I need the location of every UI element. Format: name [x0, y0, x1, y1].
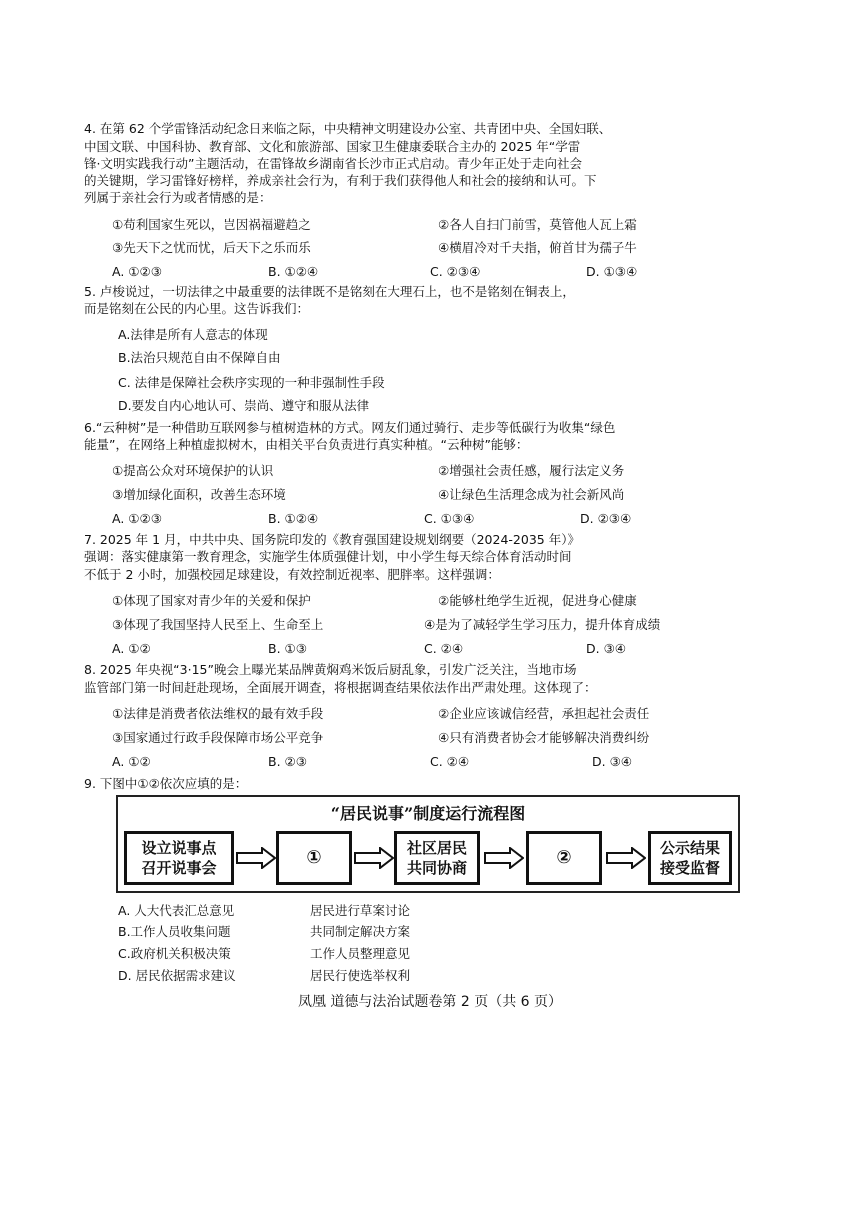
q5-choice-d: D.要发自内心地认可、崇尚、遵守和服从法律 [118, 398, 370, 413]
flow-box-text: 公示结果 [659, 839, 720, 857]
q9-choice-d-first: D. 居民依据需求建议 [118, 968, 236, 983]
q4-stem-line: 列属于亲社会行为或者情感的是： [84, 190, 272, 205]
q4-stem-line: 4. 在第 62 个学雷锋活动纪念日来临之际，中央精神文明建设办公室、共青团中央、全国妇联、 [84, 121, 612, 136]
q8-item: ②企业应该诚信经营，承担起社会责任 [438, 706, 650, 721]
q4-stem-line: 中国文联、中国科协、教育部、文化和旅游部、国家卫生健康委联合主办的 2025 年“学雷 [84, 139, 581, 154]
q9-choice-d-second: 居民行使选举权利 [310, 968, 411, 983]
q6-choice-c: C. ①③④ [424, 511, 475, 526]
arrow-right-icon [236, 847, 276, 869]
q8-choice-b: B. ②③ [268, 754, 307, 769]
q7-choice-d: D. ③④ [586, 641, 626, 656]
flow-box-text: 接受监督 [659, 859, 720, 877]
q8-stem-line: 监管部门第一时间赶赴现场，全面展开调查，将根据调查结果依法作出严肃处理。这体现了： [84, 680, 597, 695]
q7-choice-c: C. ②④ [424, 641, 464, 656]
flow-box-text: 设立说事点 [141, 839, 217, 857]
q7-item: ①体现了国家对青少年的关爱和保护 [112, 593, 311, 608]
q7-item: ③体现了我国坚持人民至上、生命至上 [112, 617, 324, 632]
flow-box-text: 社区居民 [406, 839, 467, 857]
q9-choice-c-second: 工作人员整理意见 [310, 946, 411, 961]
q5-choice-b: B.法治只规范自由不保障自由 [118, 350, 281, 365]
q6-choice-d: D. ②③④ [580, 511, 632, 526]
q7-stem-line: 7. 2025 年 1 月，中共中央、国务院印发的《教育强国建设规划纲要（2024-2035 年）》 [84, 532, 580, 547]
q8-choice-c: C. ②④ [430, 754, 470, 769]
q4-stem-line: 的关键期，学习雷锋好榜样，养成亲社会行为，有利于我们获得他人和社会的接纳和认可。下 [84, 173, 597, 188]
q5-stem-line: 而是铭刻在公民的内心里。这告诉我们： [84, 301, 310, 316]
q4-item: ③先天下之忧而忧，后天下之乐而乐 [112, 240, 311, 255]
q6-item: ②增强社会责任感，履行法定义务 [438, 463, 625, 478]
q8-item: ③国家通过行政手段保障市场公平竞争 [112, 730, 324, 745]
q6-item: ④让绿色生活理念成为社会新风尚 [438, 487, 625, 502]
q8-choice-a: A. ①② [112, 754, 151, 769]
q7-stem-line: 强调：落实健康第一教育理念，实施学生体质强健计划，中小学生每天综合体育活动时间 [84, 549, 572, 564]
q4-choice-b: B. ①②④ [268, 264, 319, 279]
q4-choice-a: A. ①②③ [112, 264, 162, 279]
arrow-right-icon [484, 847, 524, 869]
flow-box-text: 召开说事会 [141, 859, 217, 877]
q4-item: ②各人自扫门前雪，莫管他人瓦上霜 [438, 217, 637, 232]
q7-item: ④是为了减轻学生学习压力，提升体育成绩 [424, 617, 661, 632]
q7-stem-line: 不低于 2 小时，加强校园足球建设，有效控制近视率、肥胖率。这样强调： [84, 567, 500, 582]
q6-stem-line: 6.“云种树”是一种借助互联网参与植树造林的方式。网友们通过骑行、走步等低碳行为收集“绿色 [84, 420, 616, 435]
arrow-right-icon [606, 847, 646, 869]
flow-box-consult [394, 831, 480, 885]
q9-choice-b-first: B.工作人员收集问题 [118, 924, 231, 939]
q6-stem-line: 能量”，在网络上种植虚拟树木，由相关平台负责进行真实种植。“云种树”能够： [84, 437, 529, 452]
q9-choice-c-first: C.政府机关积极决策 [118, 946, 231, 961]
q4-choice-d: D. ①③④ [586, 264, 638, 279]
q7-item: ②能够杜绝学生近视，促进身心健康 [438, 593, 637, 608]
q6-choice-b: B. ①②④ [268, 511, 319, 526]
flowchart [116, 795, 740, 893]
q8-item: ①法律是消费者依法维权的最有效手段 [112, 706, 324, 721]
flow-box-setup [124, 831, 234, 885]
q4-item: ④横眉冷对千夫指，俯首甘为孺子牛 [438, 240, 637, 255]
q5-stem-line: 5. 卢梭说过，一切法律之中最重要的法律既不是铭刻在大理石上，也不是铭刻在铜表上， [84, 284, 575, 299]
page-footer: 凤凰 道德与法治试题卷第 2 页（共 6 页） [297, 994, 563, 1010]
q4-choice-c: C. ②③④ [430, 264, 481, 279]
q4-stem-line: 锋·文明实践我行动”主题活动，在雷锋故乡湖南省长沙市正式启动。青少年正处于走向社会 [84, 156, 582, 171]
q8-stem-line: 8. 2025 年央视“3·15”晚会上曝光某品牌黄焖鸡米饭后厨乱象，引发广泛关注，当地市场 [84, 662, 577, 677]
q6-choice-a: A. ①②③ [112, 511, 162, 526]
q5-choice-c: C. 法律是保障社会秩序实现的一种非强制性手段 [118, 375, 385, 390]
flow-box-text: 共同协商 [406, 859, 467, 877]
q8-item: ④只有消费者协会才能够解决消费纠纷 [438, 730, 650, 745]
q7-choice-b: B. ①③ [268, 641, 307, 656]
flow-box-blank-2: ② [526, 831, 602, 885]
q7-choice-a: A. ①② [112, 641, 151, 656]
flow-box-blank-1: ① [276, 831, 352, 885]
arrow-right-icon [354, 847, 394, 869]
q5-choice-a: A.法律是所有人意志的体现 [118, 327, 268, 342]
q9-choice-b-second: 共同制定解决方案 [310, 924, 411, 939]
flowchart-title: “居民说事”制度运行流程图 [330, 804, 526, 823]
q4-item: ①苟利国家生死以，岂因祸福避趋之 [112, 217, 311, 232]
flow-box-publicize [648, 831, 732, 885]
q9-stem: 9. 下图中①②依次应填的是： [84, 776, 248, 791]
q9-choice-a-second: 居民进行草案讨论 [310, 903, 411, 918]
q8-choice-d: D. ③④ [592, 754, 632, 769]
q6-item: ①提高公众对环境保护的认识 [112, 463, 274, 478]
q6-item: ③增加绿化面积，改善生态环境 [112, 487, 286, 502]
q9-choice-a-first: A. 人大代表汇总意见 [118, 903, 235, 918]
